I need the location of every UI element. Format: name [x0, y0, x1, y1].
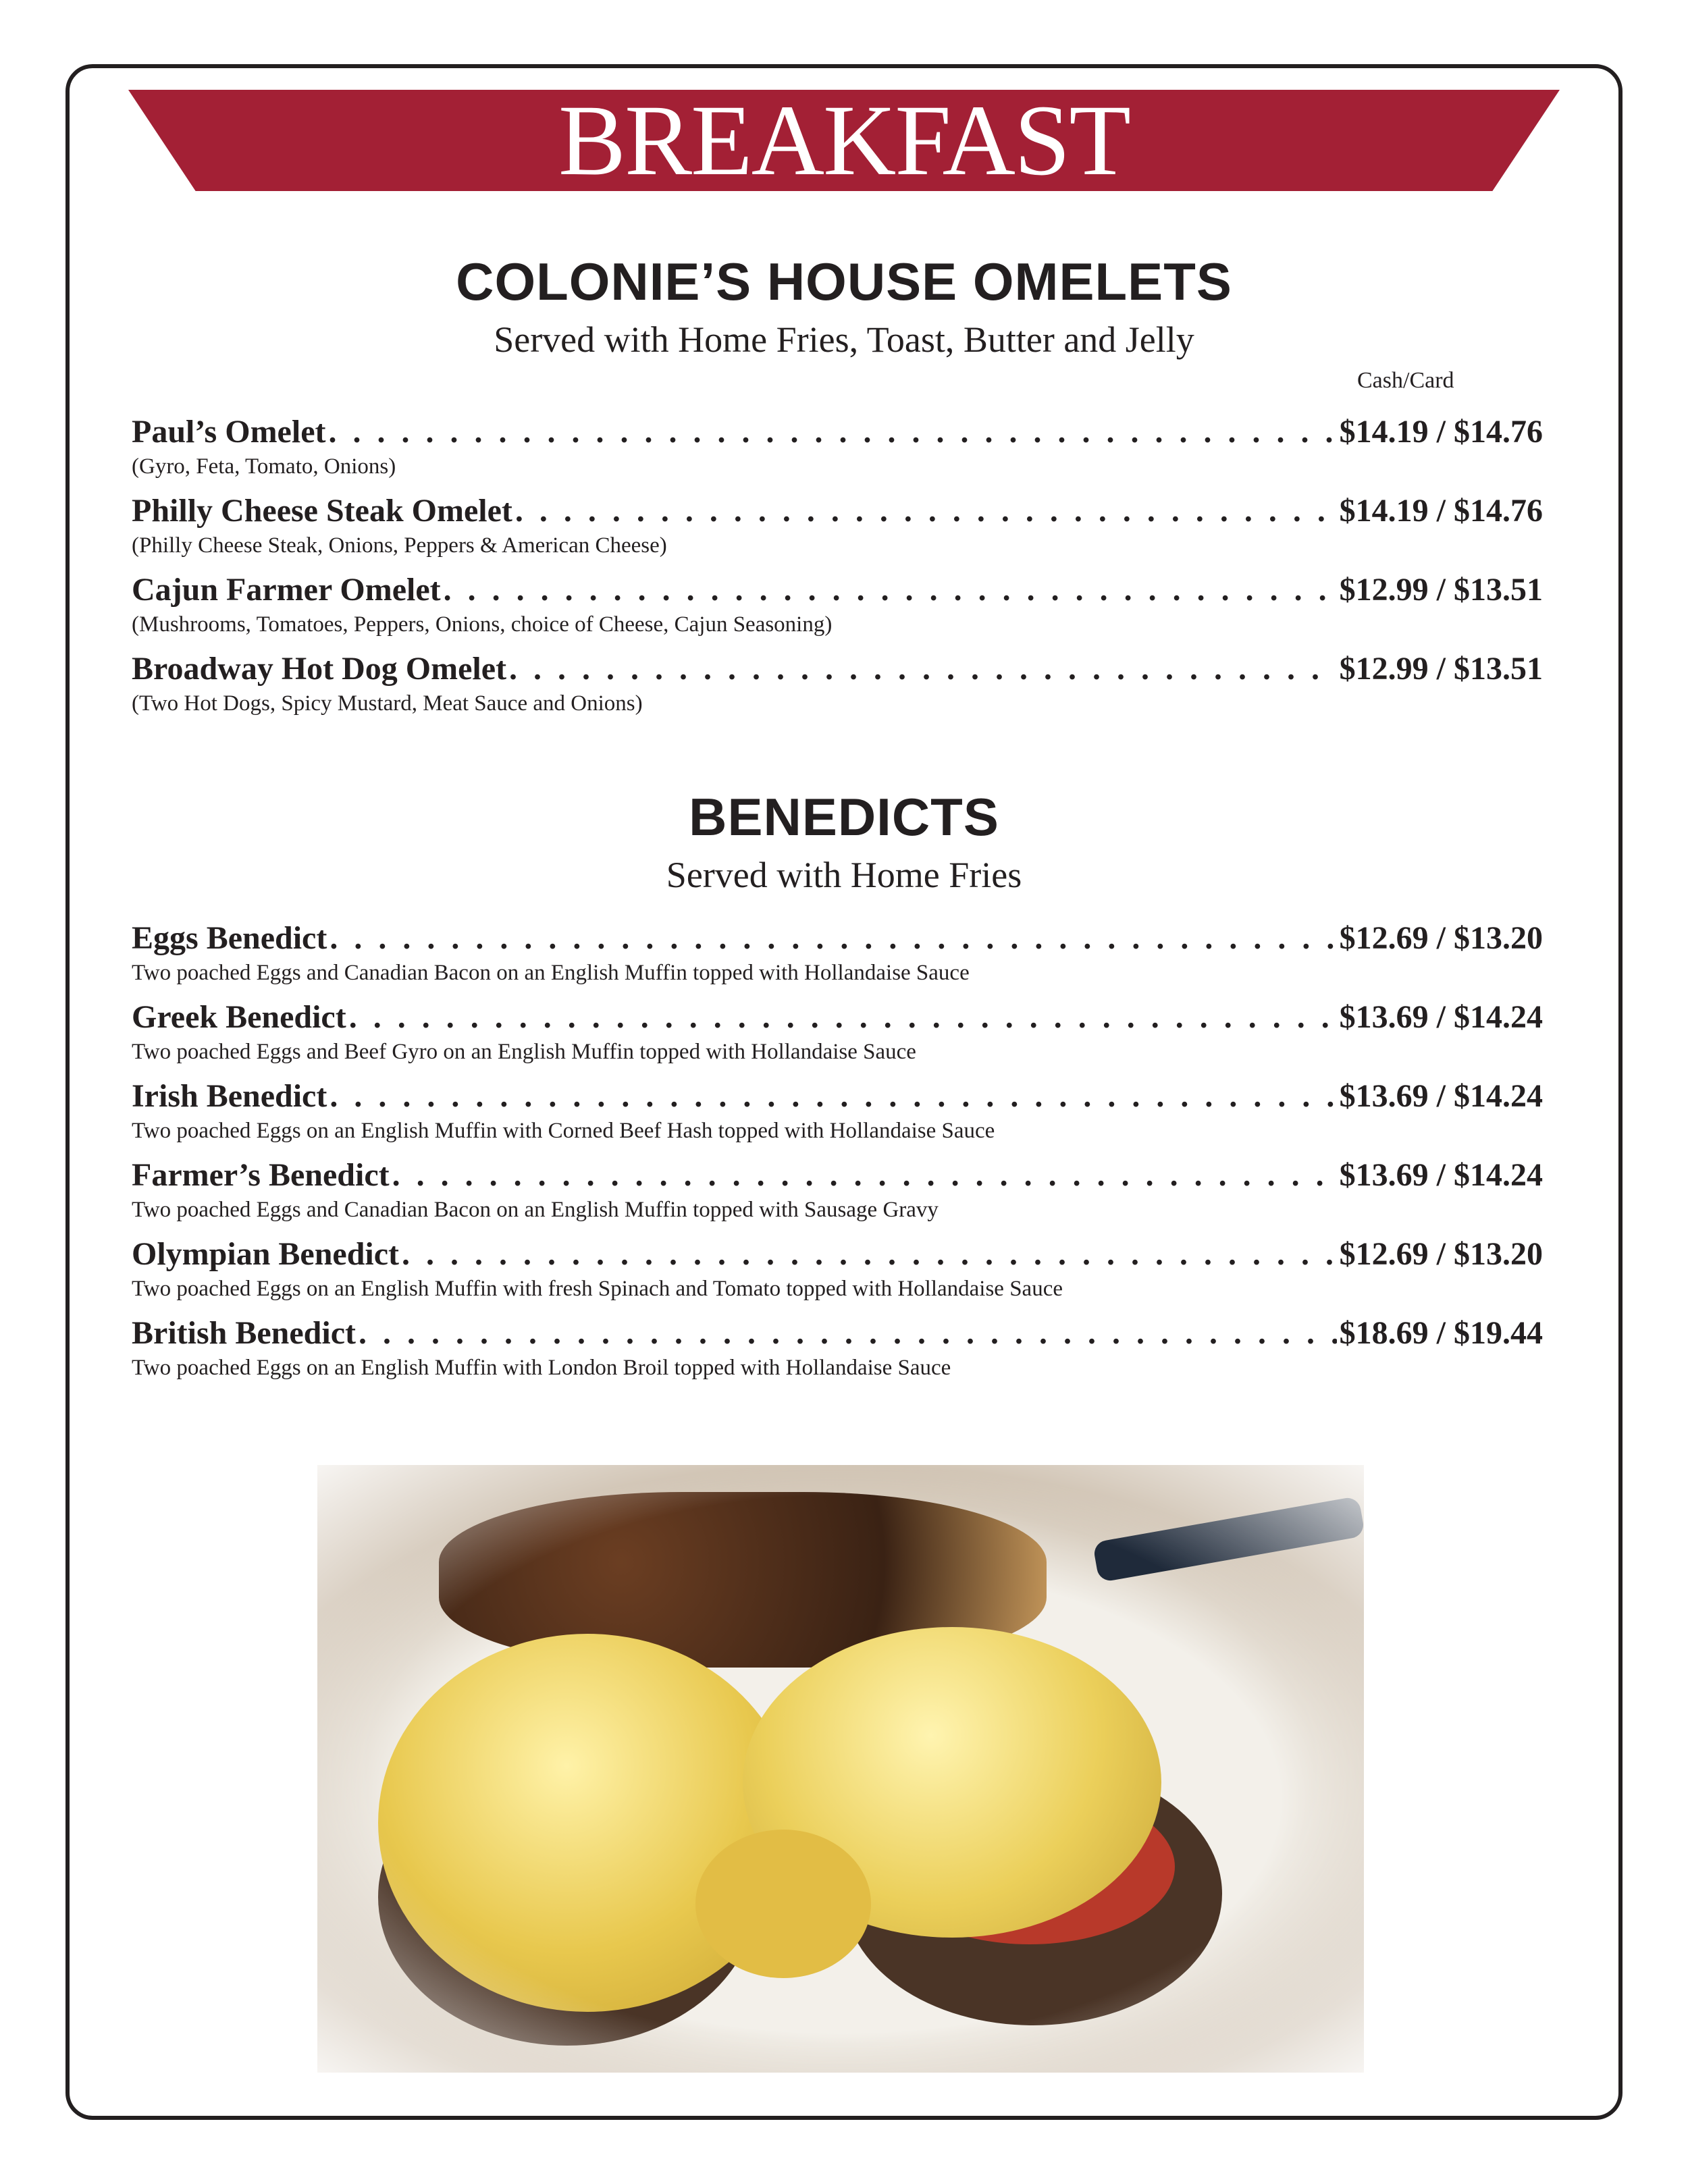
- item-price: $12.99 / $13.51: [1339, 651, 1543, 687]
- menu-item-row: [132, 571, 1543, 608]
- item-price: $13.69 / $14.24: [1339, 1078, 1543, 1114]
- dot-leader: [515, 492, 1337, 529]
- menu-item: [132, 1156, 1543, 1231]
- dot-leader: [444, 571, 1337, 608]
- item-name: Paul’s Omelet: [132, 414, 326, 450]
- menu-item-row: [132, 492, 1543, 529]
- omelets-title: COLONIE’S HOUSE OMELETS: [456, 252, 1232, 311]
- item-description: Two poached Eggs and Canadian Bacon on an English Muffin topped with Hollandaise Sauce: [132, 961, 970, 985]
- omelets-subtitle: Served with Home Fries, Toast, Butter and Jelly: [494, 319, 1194, 360]
- menu-item-row: [132, 1156, 1543, 1194]
- dot-leader: [392, 1156, 1337, 1194]
- menu-item: [132, 413, 1543, 487]
- dot-leader: [329, 1077, 1336, 1115]
- item-name: Philly Cheese Steak Omelet: [132, 493, 512, 529]
- dot-leader: [402, 1235, 1337, 1273]
- menu-item: [132, 492, 1543, 566]
- benedicts-subtitle: Served with Home Fries: [666, 855, 1022, 895]
- menu-item: [132, 1077, 1543, 1152]
- menu-item-row: [132, 1077, 1543, 1115]
- item-price: $14.19 / $14.76: [1339, 414, 1543, 450]
- item-description: Two poached Eggs on an English Muffin with fresh Spinach and Tomato topped with Hollandaise Sauce: [132, 1277, 1063, 1301]
- item-description: (Mushrooms, Tomatoes, Peppers, Onions, choice of Cheese, Cajun Seasoning): [132, 612, 833, 637]
- item-description: Two poached Eggs and Canadian Bacon on an English Muffin topped with Sausage Gravy: [132, 1198, 939, 1222]
- menu-item: [132, 1314, 1543, 1389]
- menu-item-row: [132, 650, 1543, 687]
- dot-leader: [359, 1314, 1337, 1352]
- item-price: $12.69 / $13.20: [1339, 920, 1543, 956]
- dot-leader: [509, 650, 1337, 687]
- menu-item: [132, 650, 1543, 724]
- item-description: Two poached Eggs and Beef Gyro on an English Muffin topped with Hollandaise Sauce: [132, 1040, 916, 1064]
- menu-item: [132, 1235, 1543, 1310]
- item-name: Farmer’s Benedict: [132, 1157, 390, 1193]
- item-price: $13.69 / $14.24: [1339, 1157, 1543, 1193]
- menu-item: [132, 998, 1543, 1073]
- item-price: $12.99 / $13.51: [1339, 572, 1543, 608]
- item-name: Broadway Hot Dog Omelet: [132, 651, 507, 687]
- item-price: $12.69 / $13.20: [1339, 1236, 1543, 1272]
- dot-leader: [349, 998, 1337, 1036]
- benedicts-title: BENEDICTS: [689, 787, 999, 847]
- dot-leader: [328, 413, 1336, 450]
- item-description: Two poached Eggs on an English Muffin with London Broil topped with Hollandaise Sauce: [132, 1356, 951, 1380]
- item-name: British Benedict: [132, 1315, 356, 1351]
- item-description: (Philly Cheese Steak, Onions, Peppers & American Cheese): [132, 533, 667, 558]
- item-name: Irish Benedict: [132, 1078, 327, 1114]
- menu-item-row: [132, 413, 1543, 450]
- menu-item-row: [132, 998, 1543, 1036]
- item-name: Cajun Farmer Omelet: [132, 572, 441, 608]
- menu-item-row: [132, 1314, 1543, 1352]
- item-description: Two poached Eggs on an English Muffin with Corned Beef Hash topped with Hollandaise Sauce: [132, 1119, 995, 1143]
- item-name: Greek Benedict: [132, 999, 346, 1035]
- menu-item: [132, 571, 1543, 645]
- item-price: $14.19 / $14.76: [1339, 493, 1543, 529]
- menu-item-row: [132, 920, 1543, 957]
- item-name: Olympian Benedict: [132, 1236, 400, 1272]
- item-price: $13.69 / $14.24: [1339, 999, 1543, 1035]
- eggs-benedict-photo: [317, 1465, 1364, 2073]
- price-header: Cash/Card: [1357, 368, 1454, 393]
- item-description: (Gyro, Feta, Tomato, Onions): [132, 454, 396, 479]
- dot-leader: [329, 920, 1336, 957]
- banner-title: BREAKFAST: [558, 84, 1130, 196]
- item-name: Eggs Benedict: [132, 920, 327, 956]
- menu-item: [132, 920, 1543, 994]
- item-price: $18.69 / $19.44: [1339, 1315, 1543, 1351]
- menu-item-row: [132, 1235, 1543, 1273]
- item-description: (Two Hot Dogs, Spicy Mustard, Meat Sauce and Onions): [132, 691, 643, 716]
